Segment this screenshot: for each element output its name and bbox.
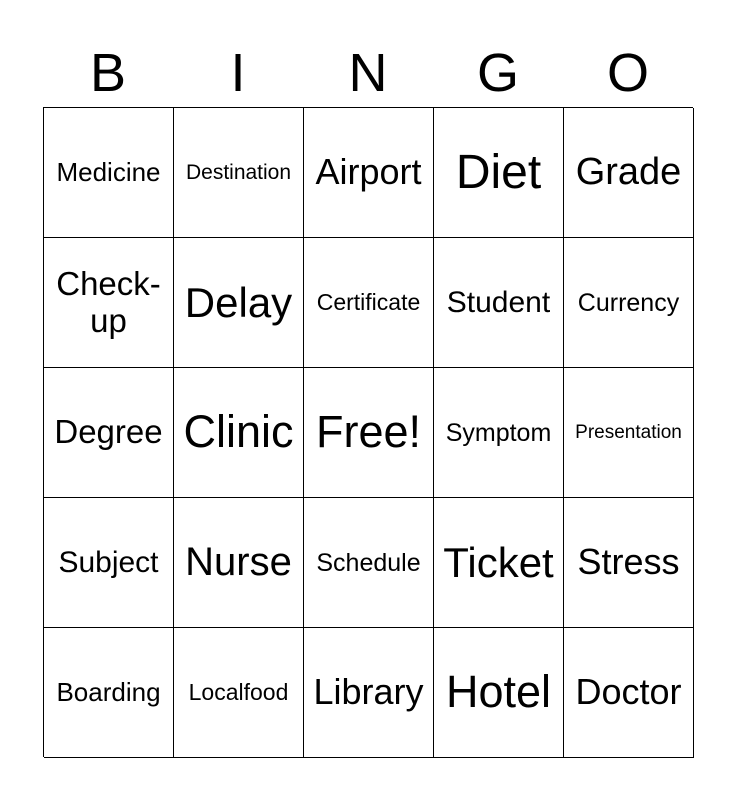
- bingo-cell[interactable]: Grade: [564, 108, 694, 238]
- bingo-cell[interactable]: Degree: [44, 368, 174, 498]
- bingo-cell[interactable]: Student: [434, 238, 564, 368]
- bingo-cell[interactable]: Subject: [44, 498, 174, 628]
- bingo-cell[interactable]: Boarding: [44, 628, 174, 758]
- bingo-cell[interactable]: Hotel: [434, 628, 564, 758]
- header-letter-o: O: [606, 43, 649, 103]
- bingo-cell[interactable]: Currency: [564, 238, 694, 368]
- bingo-cell[interactable]: Symptom: [434, 368, 564, 498]
- bingo-cell[interactable]: Clinic: [174, 368, 304, 498]
- bingo-header: [43, 40, 693, 106]
- bingo-cell[interactable]: Diet: [434, 108, 564, 238]
- bingo-cell[interactable]: Doctor: [564, 628, 694, 758]
- free-space-cell[interactable]: Free!: [304, 368, 434, 498]
- bingo-cell[interactable]: Nurse: [174, 498, 304, 628]
- bingo-cell[interactable]: Presentation: [564, 368, 694, 498]
- bingo-cell[interactable]: Library: [304, 628, 434, 758]
- bingo-cell[interactable]: Delay: [174, 238, 304, 368]
- header-letter-b: B: [89, 43, 127, 103]
- header-letter-g: G: [476, 43, 519, 103]
- bingo-cell[interactable]: Check-up: [44, 238, 174, 368]
- bingo-cell[interactable]: Certificate: [304, 238, 434, 368]
- bingo-cell[interactable]: Ticket: [434, 498, 564, 628]
- bingo-cell[interactable]: Localfood: [174, 628, 304, 758]
- bingo-cell[interactable]: Schedule: [304, 498, 434, 628]
- header-letter-i: I: [230, 43, 246, 103]
- bingo-cell[interactable]: Stress: [564, 498, 694, 628]
- bingo-cell[interactable]: Medicine: [44, 108, 174, 238]
- bingo-cell[interactable]: Airport: [304, 108, 434, 238]
- header-letter-n: N: [348, 43, 388, 103]
- bingo-cell[interactable]: Destination: [174, 108, 304, 238]
- bingo-board: [43, 107, 693, 757]
